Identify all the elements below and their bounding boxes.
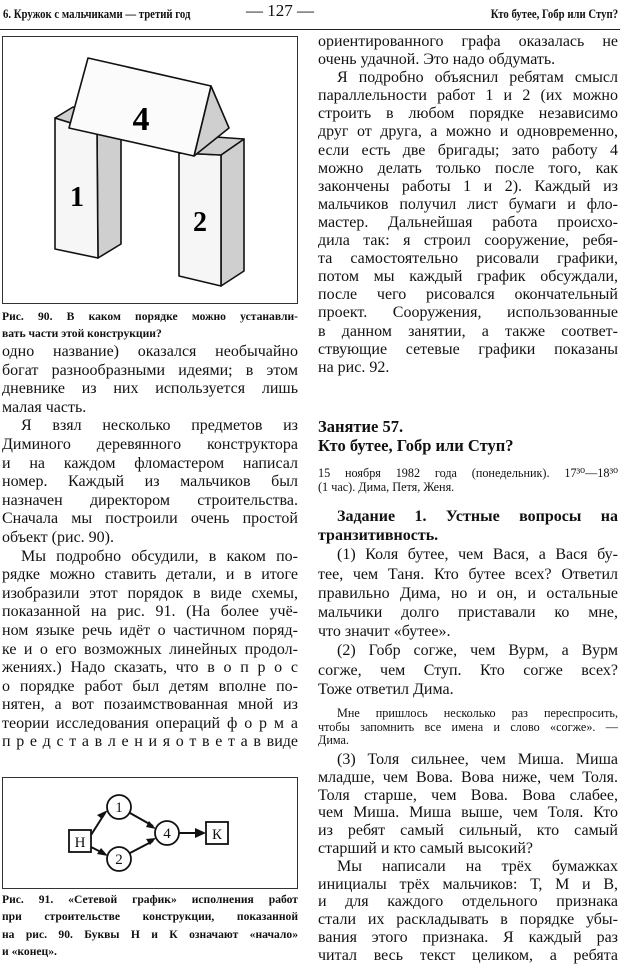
text-line: п р е д с т а в л е н и я о т в е т а в виде	[2, 733, 298, 751]
text-line: правильно Дима, но и он, и остальные	[318, 584, 618, 602]
node-4-label: 4	[163, 826, 171, 842]
running-header-chapter: 6. Кружок с мальчиками — третий год	[3, 7, 191, 21]
text-line: 15 ноября 1982 года (понедельник). 17³⁰—18³⁰	[318, 466, 618, 480]
text-line: при строительстве конструкции, показанной	[2, 910, 298, 924]
text-line: Рис. 90. В каком порядке можно устанавли-	[2, 310, 298, 323]
text-line: Тоже ответил Дима.	[318, 680, 454, 698]
paragraph	[2, 343, 298, 417]
text-line: на рис. 92.	[318, 358, 390, 376]
lesson-heading	[318, 417, 618, 455]
figure-91	[2, 777, 298, 889]
text-line: о порядке работ был детям вполне по-	[2, 677, 298, 695]
text-line: богат разнообразными идеями; в этом	[2, 361, 298, 379]
text-line: номер. Каждый из мальчиков был	[2, 473, 298, 491]
text-line: потом мы каждый график обсуждали,	[318, 268, 618, 286]
text-line: и на каждом фломастером написал	[2, 454, 298, 472]
text-line: что значит «бутее».	[318, 623, 451, 641]
paragraph	[318, 641, 618, 699]
figure-90-illustration	[3, 37, 299, 305]
text-line: из ребят самый сильный, кто самый	[318, 822, 618, 840]
task-1	[318, 507, 618, 699]
text-line: дила так: я строил сооружение, ребя-	[318, 232, 618, 250]
text-line: та самостоятельно рисовали графики,	[318, 250, 618, 268]
text-line: малая часть.	[2, 398, 87, 416]
text-line: младше, чем Вова. Вова ниже, чем Толя.	[318, 768, 618, 786]
paragraph	[2, 548, 298, 753]
text-line: старший и кто самый высокий?	[318, 839, 533, 857]
text-line: параллельности работ 1 и 2 (их можно	[318, 87, 618, 105]
lesson-subtitle: Кто бутее, Гобр или Ступ?	[318, 436, 514, 455]
task-1-continued	[318, 751, 618, 965]
figure-90-caption	[2, 308, 298, 343]
arrowhead-icon	[195, 828, 206, 838]
text-line: и «конец».	[2, 944, 57, 958]
block-4-label: 4	[132, 101, 150, 138]
figure-90	[2, 36, 298, 304]
text-line: после чего рисовался окончательный	[318, 286, 618, 304]
text-line: проект. Сооружения, использованные	[318, 304, 618, 322]
text-line: можно делать только после того, как	[318, 159, 618, 177]
author-note	[318, 707, 618, 748]
text-line: транзитивность.	[318, 527, 439, 545]
paragraph	[318, 707, 618, 748]
text-line: строить в любом порядке независимо	[318, 105, 618, 123]
text-line: одно название) оказался необычайно	[2, 343, 298, 360]
arrowhead-icon	[97, 848, 108, 856]
node-start-label: Н	[74, 835, 86, 851]
text-line: мастер. Дальнейшая работа происхо-	[318, 213, 618, 231]
block-1-label: 1	[70, 182, 84, 213]
text-line: объект (рис. 90).	[2, 528, 114, 546]
text-line: стали их раскладывать в порядке убы-	[318, 911, 618, 929]
lesson-title: Занятие 57.	[318, 417, 404, 436]
text-line: (3) Толя сильнее, чем Миша. Миша	[337, 751, 618, 768]
text-line: очень удачной. Это надо обдумать.	[318, 51, 556, 69]
running-header-section: Кто бутее, Гобр или Ступ?	[490, 7, 618, 21]
right-column-text	[318, 33, 618, 377]
node-end-label: К	[211, 827, 223, 843]
text-line: Задание 1. Устные вопросы на	[337, 508, 618, 525]
text-line: на рис. 90. Буквы Н и К означают «начало»	[2, 927, 298, 941]
text-line: Мы написали на трёх бумажках	[337, 857, 618, 875]
figure-91-caption	[2, 891, 298, 960]
block-1-side	[97, 131, 121, 258]
text-line: тее, чем Таня. Кто бутее всех? Ответил	[318, 565, 618, 583]
text-line: читал весь текст целиком, а ребята	[318, 946, 618, 964]
paragraph	[318, 69, 618, 377]
text-line: Рис. 91. «Сетевой график» исполнения работ	[2, 893, 298, 906]
text-line: теории исследования операций ф о р м а	[2, 714, 298, 732]
arrowhead-icon	[97, 810, 108, 819]
node-2-label: 2	[115, 852, 123, 868]
text-line: ке и о его возможных линейных продол-	[2, 640, 298, 658]
text-line: мальчики долго приставали ко мне,	[318, 604, 618, 622]
text-line: друг от друга, а можно и одновременно,	[318, 123, 618, 141]
paragraph	[2, 417, 298, 547]
block-2-label: 2	[193, 207, 207, 238]
text-line: согже, чем Ступ. Кто согже всех?	[318, 661, 618, 679]
text-line: изобразили этот порядок в виде схемы,	[2, 584, 298, 602]
text-line: вать части этой конструкции?	[2, 327, 162, 341]
paragraph	[318, 751, 618, 858]
paragraph	[318, 33, 618, 69]
text-line: ствующие сетевые графики показаны	[318, 340, 618, 358]
text-line: Дима.	[318, 733, 349, 748]
page-number: — 127 —	[246, 1, 314, 20]
network-diagram	[3, 778, 299, 890]
text-line: Я взял несколько предметов из	[21, 417, 298, 435]
text-line: Мы подробно обсудили, в каком по-	[21, 547, 298, 565]
text-line: в данном занятии, а также соответ-	[318, 322, 618, 340]
text-line: чтобы запомнить все имена и слово «согже». —	[318, 719, 618, 734]
text-line: мальчиков получил лист бумаги и фло-	[318, 195, 618, 213]
text-line: вания этого признака. Я каждый раз	[318, 928, 618, 946]
task-title	[318, 507, 618, 545]
text-line: жениях.) Надо сказать, что в о п р о с	[2, 659, 298, 677]
node-1-label: 1	[115, 800, 123, 816]
text-line: назначен директором строительства.	[2, 491, 298, 509]
text-line: нятен, а вот позаимствованная мной из	[2, 696, 298, 714]
text-line: ном языке речь идёт о частичном поряд-	[2, 621, 298, 639]
text-line: Толя старше, чем Вова. Вова слабее,	[318, 786, 618, 804]
text-line: рядке можно ставить детали, и в итоге	[2, 566, 298, 584]
text-line: закончены работы 1 и 2). Каждый из	[318, 177, 618, 195]
paragraph	[318, 545, 618, 641]
text-line: ориентированного графа оказалась не	[318, 33, 618, 50]
text-line: Сначала мы построили очень простой	[2, 510, 298, 528]
lesson-date	[318, 466, 618, 494]
text-line: дневнике из них используется лишь	[2, 380, 298, 398]
text-line: Мне пришлось несколько раз переспросить,	[337, 706, 618, 720]
text-line: (2) Гобр согже, чем Вурм, а Вурм	[337, 642, 618, 660]
block-2-side	[221, 139, 244, 286]
paragraph	[318, 858, 618, 965]
header-rule	[0, 29, 620, 30]
text-line: показанной на рис. 91. (На более учё-	[2, 603, 298, 621]
text-line: если есть две бригады; зато работу 4	[318, 141, 618, 159]
text-line: (1 час). Дима, Петя, Женя.	[318, 480, 455, 494]
text-line: чем Миша. Миша выше, чем Толя. Кто	[318, 804, 618, 822]
text-line: и для каждого отдельного признака	[318, 893, 618, 911]
text-line: инициалы трёх мальчиков: Т, М и В,	[318, 875, 618, 893]
text-line: Я подробно объяснил ребятам смысл	[337, 69, 618, 87]
text-line: (1) Коля бутее, чем Вася, а Вася бу-	[337, 546, 618, 564]
left-column-text	[2, 343, 298, 752]
text-line: Диминого деревянного конструктора	[2, 435, 298, 453]
